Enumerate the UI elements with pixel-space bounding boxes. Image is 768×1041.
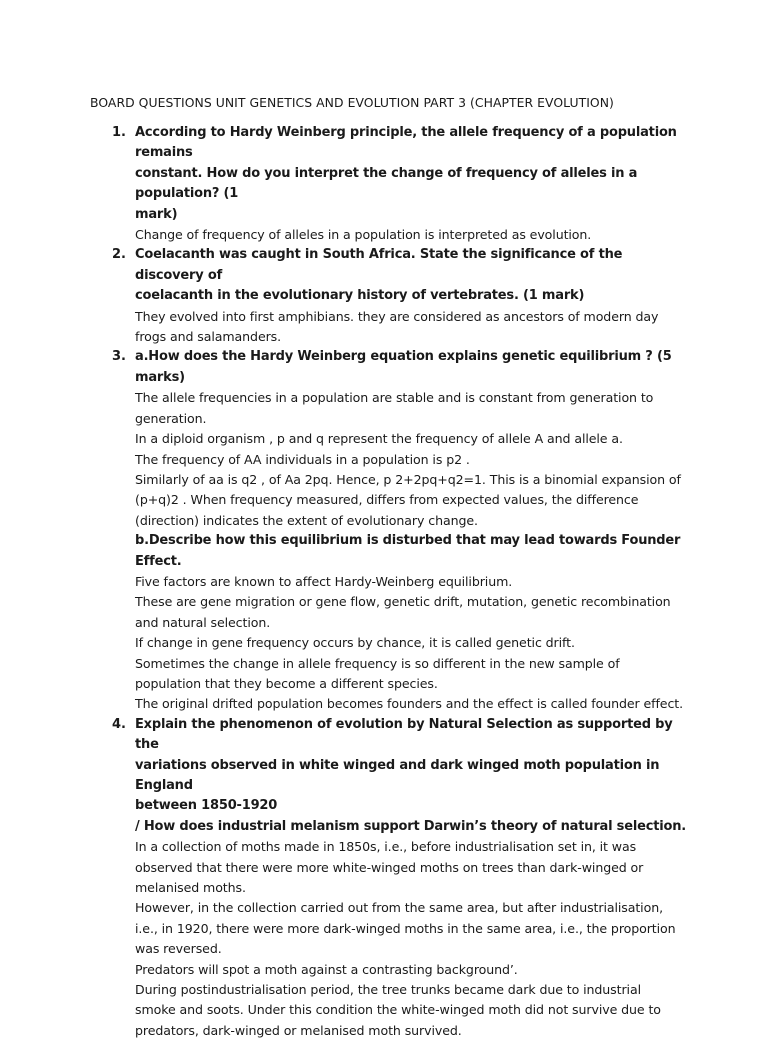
question-list xyxy=(90,123,688,1041)
answer-line: and natural selection. xyxy=(135,614,271,630)
answer-line: Predators will spot a moth against a contrasting background’. xyxy=(135,961,518,977)
answer-line: Similarly of aa is q2 , of Aa 2pq. Hence, p 2+2pq+q2=1. This is a binomial expansion of xyxy=(135,471,681,487)
answer-line: The allele frequencies in a population are stable and is constant from generation to xyxy=(135,390,654,406)
question-item-4 xyxy=(90,715,688,1041)
answer-line: melanised moths. xyxy=(135,880,246,896)
answer-line: smoke and soots. Under this condition the white-winged moth did not survive due to xyxy=(135,1002,661,1018)
answer-line: (p+q)2 . When frequency measured, differs from expected values, the difference xyxy=(135,492,639,508)
answer-line: i.e., in 1920, there were more dark-winged moths in the same area, i.e., the proportion xyxy=(135,920,676,936)
question-line: Coelacanth was caught in South Africa. State the significance of the discovery of xyxy=(135,247,623,283)
answer-line: Sometimes the change in allele frequency is so different in the new sample of xyxy=(135,655,620,671)
answer-line: However, in the collection carried out from the same area, but after industrialisation, xyxy=(135,900,663,916)
answer-line: (direction) indicates the extent of evolutionary change. xyxy=(135,512,478,528)
answer-line: Change of frequency of alleles in a population is interpreted as evolution. xyxy=(135,227,592,243)
question-item-3 xyxy=(90,347,688,714)
sub-question-line: b.Describe how this equilibrium is disturbed that may lead towards Founder Effect. xyxy=(135,533,681,569)
question-line: coelacanth in the evolutionary history of vertebrates. (1 mark) xyxy=(135,288,585,304)
question-line: constant. How do you interpret the change of frequency of alleles in a population? (1 xyxy=(135,165,638,202)
answer-line: Five factors are known to affect Hardy-Weinberg equilibrium. xyxy=(135,573,513,589)
answer-line: The frequency of AA individuals in a population is p2 . xyxy=(135,451,470,467)
question-line: Explain the phenomenon of evolution by Natural Selection as supported by the xyxy=(135,716,673,753)
question-item-1 xyxy=(90,123,688,245)
answer-line: They evolved into first amphibians. they are considered as ancestors of modern day xyxy=(135,308,659,324)
answer-line: was reversed. xyxy=(135,941,222,957)
question-number: 3. xyxy=(112,349,126,365)
document-title: BOARD QUESTIONS UNIT GENETICS AND EVOLUTION PART 3 (CHAPTER EVOLUTION) xyxy=(90,95,614,110)
answer-line: In a diploid organism , p and q represent the frequency of allele A and allele a. xyxy=(135,431,623,447)
question-line: According to Hardy Weinberg principle, the allele frequency of a population remains xyxy=(135,125,677,161)
question-number: 1. xyxy=(112,125,126,140)
question-number: 2. xyxy=(112,247,126,263)
answer-line: generation. xyxy=(135,410,207,426)
question-line: mark) xyxy=(135,206,178,222)
question-line: between 1850-1920 xyxy=(135,798,278,814)
answer-line: predators, dark-winged or melanised moth survived. xyxy=(135,1022,462,1038)
answer-line: population that they become a different species. xyxy=(135,675,438,691)
question-line: a.How does the Hardy Weinberg equation explains genetic equilibrium ? (5 marks) xyxy=(135,349,672,385)
answer-line: frogs and salamanders. xyxy=(135,329,282,345)
answer-line: The original drifted population becomes founders and the effect is called founder effect. xyxy=(135,696,684,712)
question-number: 4. xyxy=(112,716,126,732)
answer-line: During postindustrialisation period, the tree trunks became dark due to industrial xyxy=(135,982,641,998)
answer-line: If change in gene frequency occurs by chance, it is called genetic drift. xyxy=(135,635,575,651)
question-line: / How does industrial melanism support Darwin’s theory of natural selection. xyxy=(135,818,687,834)
question-item-2 xyxy=(90,245,688,347)
question-line: variations observed in white winged and dark winged moth population in England xyxy=(135,757,660,793)
answer-line: These are gene migration or gene flow, genetic drift, mutation, genetic recombination xyxy=(135,594,671,610)
answer-line: observed that there were more white-winged moths on trees than dark-winged or xyxy=(135,859,644,875)
answer-line: In a collection of moths made in 1850s, i.e., before industrialisation set in, it was xyxy=(135,839,637,855)
